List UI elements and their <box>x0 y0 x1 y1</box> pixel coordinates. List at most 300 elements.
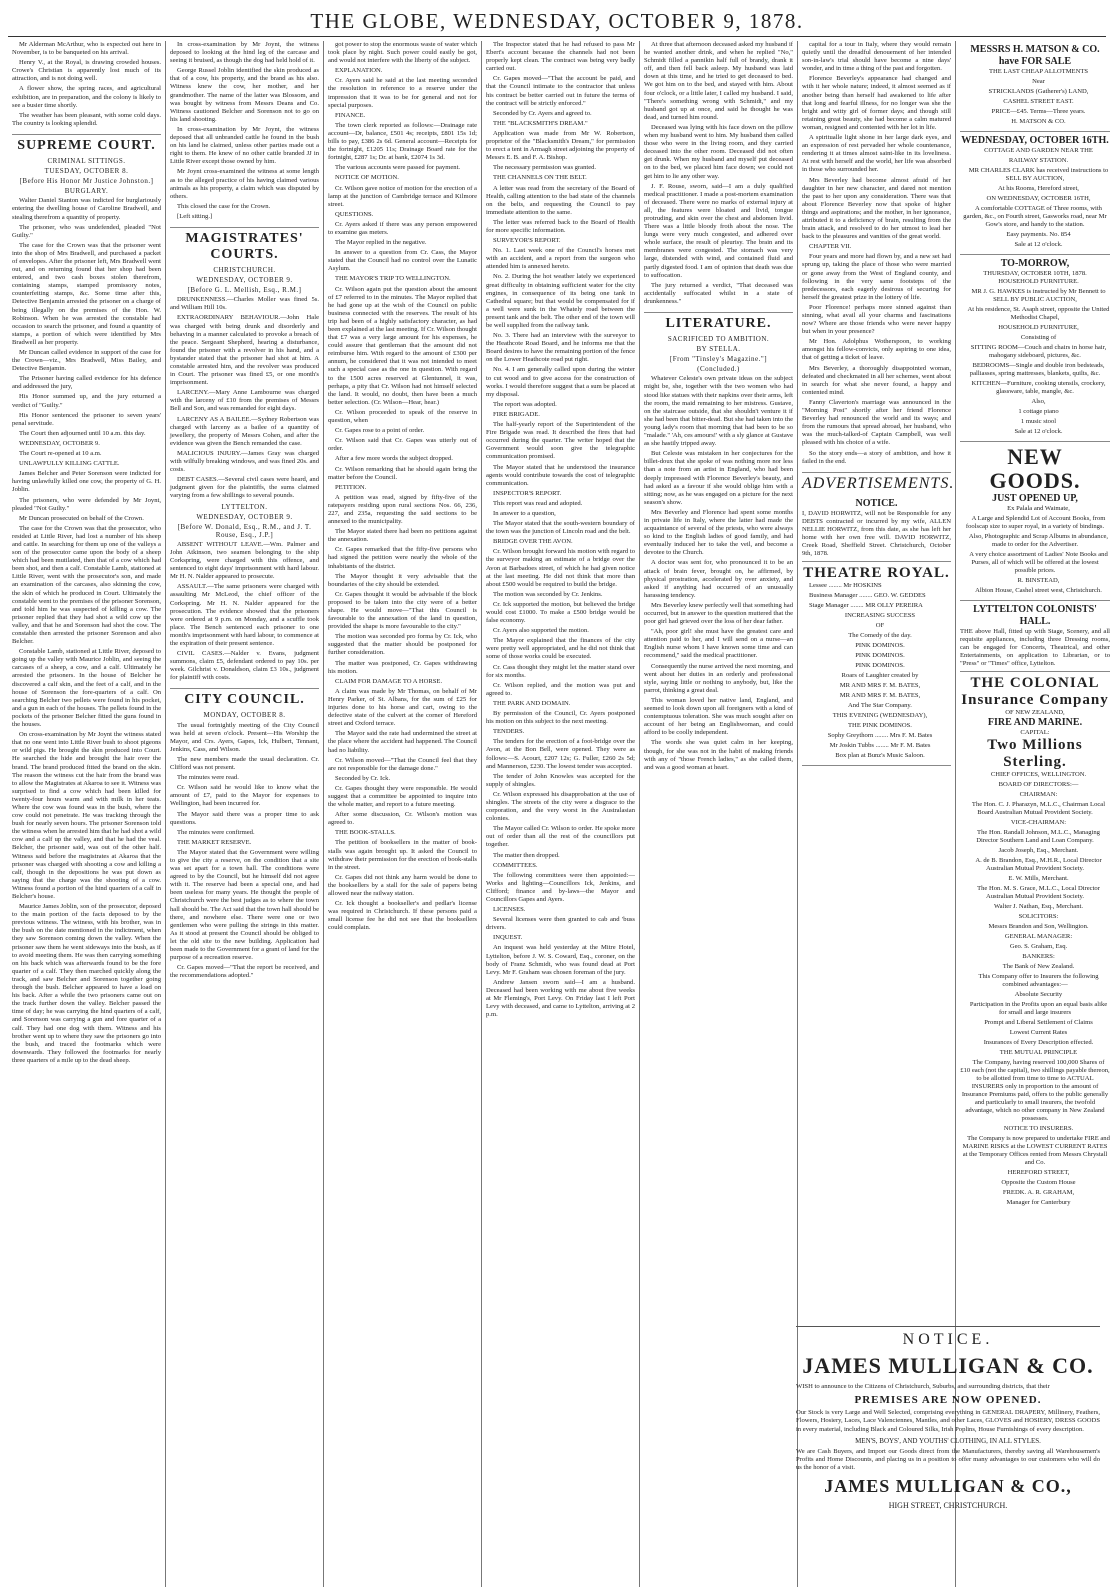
paragraph: Cr. Wilson moved—"That the Council feel that they are not responsible for the damage done." <box>328 756 477 772</box>
paragraph: George Russel Joblin identified the skin produced as that of a cow, his property, and the brand as his also. Witness knew the cow, her mother, and her grandmother. The name of the latter was Blossom, and was bought by witness from Messrs Deans and Co. Witness cautioned Belcher and Sorenson not to go on his land shooting. <box>170 67 319 123</box>
paragraph: THE MUTUAL PRINCIPLE <box>999 1049 1078 1056</box>
paragraph: The necessary permission was granted. <box>493 164 597 172</box>
clothing-line: MEN'S, BOYS', AND YOUTHS' CLOTHING, IN ALL STYLES. <box>855 1436 1041 1445</box>
column-5 <box>640 41 798 1587</box>
colonists-hall-ad <box>960 601 1110 672</box>
magistrate-sub: [Before W. Donald, Esq., R.M., and J. T. Rouse, Esq., J.P.] <box>177 522 312 539</box>
paragraph: MR CHARLES CLARK has received instructions to SELL BY AUCTION, <box>968 167 1109 182</box>
paragraph: MR AND MRS F. M. BATES, <box>839 691 921 699</box>
paragraph: His Honor summed up, and the jury returned a verdict of "Guilty." <box>12 393 161 409</box>
paragraph: Cr. Wilson brought forward his motion with regard to the surveyor making an estimate of a bridge over the Avon at Barbadoes street, of which he had given notice at the last meeting. He did not think that more than about £500 would be required to build the bridge. <box>486 548 635 588</box>
trial-continued <box>170 41 319 221</box>
paragraph: The usual fortnightly meeting of the City Council was held at seven o'clock. Present—His Worship the Mayor, and Crs. Ayers, Gapes, Ick, Hulbert, Tennant, Jenkins, Cass, and Wilson. <box>170 721 319 753</box>
paragraph: A doctor was sent for, who pronounced it to be an attack of brain fever, brought on, he affirmed, by physical prostration, accelerated by over anxiety, and asked if anything had occurred of an unusually harassing tendency. <box>644 559 793 599</box>
paragraph: The case for the Crown was that the prosecutor, who resided at Little River, had lost a number of his sheep and cattle. In searching for them up one of the valleys a son of the prosecutor came upon the body of a sheep which had been mutilated, then that of a cow which had been shot, and then a calf. Constable Lamb, stationed at Little River, went with the prosecutor's son, and made an examination of the carcases, also skinning the cow, the skin of which he produced in Court. Ultimately the constable went to the premises of the prisoner Sorenson, and told him he was suspected of killing a cow. The prisoner replied that they had shot a wild cow up the valley, and that he and Sorenson had shot the cow. The constable then arrested the prisoner Sorenson and also Belcher. <box>12 524 161 646</box>
paragraph: Cr. Ayers said he said at the last meeting seconded the resolution in reference to a reserve under the impression that it was to be for general and not for special purposes. <box>328 77 477 109</box>
paragraph: The report was adopted. <box>493 400 557 408</box>
paragraph: NOTICE OF MOTION. <box>335 174 399 182</box>
paragraph: Florence Beverley's appearance had changed and with it her whole nature; indeed, it almost seemed as if another being than herself had awakened to life after that long and fearful illness, for no longer was she the bright and witty girl of former days; and though still retaining great beauty, she had become a calm matured woman, resigned and contented with her lot in life. <box>802 75 951 131</box>
paragraph: An inquest was held yesterday at the Mitre Hotel, Lyttelton, before J. W. S. Coward, Esq., coroner, on the body of Franz Schmidt, who was found dead at Port Levy. Mr F. Graham was chosen foreman of the jury. <box>486 944 635 976</box>
paragraph: STRICKLANDS (Gatherer's) LAND, <box>988 88 1089 95</box>
paragraph: COTTAGE AND GARDEN NEAR THE <box>984 147 1093 154</box>
colonial-insurance-ad <box>960 672 1110 1212</box>
paragraph: The town clerk reported as follows:—Drainage rate account—Dr, balance, £501 4s; receipts, £801 15s 1d; bills to pay, £386 2s 6d. General account—Receipts for the fortnight, £1205 11s; Drainage Board rate for the fortnight, £287 1s; Dr. at bank, £2074 1s 3d. <box>328 121 477 162</box>
burglary-sub: BURGLARY. <box>64 187 109 196</box>
paragraph: The minutes were read. <box>177 774 239 782</box>
paragraph: The Mayor stated that the south-western boundary of the town was the junction of Lincoln road and the belt. <box>486 520 635 536</box>
supreme-court-report <box>12 197 161 1065</box>
paragraph: This Company offer to Insurers the following combined advantages:— <box>978 973 1099 988</box>
paragraph: The Hon. C. J. Pharazyn, M.L.C., Chairman Local Board Australian Mutual Provident Society. <box>971 801 1106 816</box>
paragraph: ON WEDNESDAY, OCTOBER 16TH, <box>986 195 1091 202</box>
paragraph: The weather has been pleasant, with some cold days. The country is looking splendid. <box>12 111 161 127</box>
paragraph: The Mayor explained that the finances of the city were pretty well appropriated, and he did not think that some of those works could be executed. <box>486 637 635 661</box>
paragraph: Albion House, Cashel street west, Christchurch. <box>975 587 1102 594</box>
paragraph: In answer to a question, <box>493 509 556 517</box>
paragraph: SURVEYOR'S REPORT. <box>493 237 561 245</box>
paragraph: Sale at 12 o'clock. <box>1014 428 1063 435</box>
paragraph: Absolute Security <box>1014 991 1063 998</box>
masthead <box>8 6 1106 37</box>
lyttelton-sub: LYTTELTON. <box>221 502 268 511</box>
paragraph: Roars of Laughter created by <box>841 671 919 679</box>
supreme-court-heading: SUPREME COURT. <box>12 134 161 154</box>
paragraph: J. F. Rouse, sworn, said—I am a duly qualified medical practitioner. I made a post-mortem examination of deceased. There were no marks of external injury at all, the features were bloated and livid, tongue protruding, and skin over the chest and abdomen livid. There was a little bloody froth about the nose. The lungs were very much congested, and adhered over whole surface, the result of pleurisy. The brain and its membranes were congested. The stomach was very large, distended with wind, and contained fluid and partly digested food. I am of opinion that death was due to suffocation. <box>644 182 793 279</box>
intro-text: WISH to announce to the Citizens of Christchurch, Suburbs, and surrounding districts, that their <box>796 1383 1050 1390</box>
paragraph: "Ah, poor girl! she must have the greatest care and attention paid to her, and I will send on a nurse—an English nurse whom I have known some time and can recommend," said the medical practitioner. <box>644 628 793 660</box>
paragraph: On cross-examination by Mr Joynt the witness stated that no one went into Little River bush to shoot pigeons or wild pigs. He brought the skin produced into Court. He searched the hide and brought the hair over the brand. The brand produced fitted the brand on the skin. The reason the witness cut the hair from the brand was to allow the Magistrates at Akaroa to see it. Witness was surprised to find a cow which had been killed for twenty-four hours warm and with milk in her teats. Where the cow was found was in the bush, where the cow could not penetrate. He was tracking through the bush for nearly seven hours. The prisoner Sorenson told the witness when he arrested him that he had shot a wild cow and a calf up the valley, and that he had the veal. Belcher, the prisoner said, was out of the other half. Witness said before the magistrates at Akaroa that the prisoner was charged with shooting a cow and killing a calf, though in the depositions he was put down as saying that the charge was the shooting of a cow. Witness found a portion of the hind quarters of a calf in Belcher's house. <box>12 731 161 900</box>
paragraph: Cr. Ayers also supported the motion. <box>493 627 589 635</box>
paragraph: ABSENT WITHOUT LEAVE.—Wm. Palmer and John Atkinson, two seamen belonging to the ship Corkspring, were charged with this offence, and sentenced to eight days' imprisonment with hard labour. Mr H. N. Nalder appeared to prosecute. <box>170 540 319 581</box>
paragraph: The letter was referred back to the Board of Health for more specific information. <box>486 218 635 234</box>
paragraph: Four years and more had flown by, and a new set had sprung up, taking the place of those who were married or gone away from the West of England county, and following in the very same footsteps of the predecessors, each eagerly desirous of securing for herself the greatest prize in the lottery of life. <box>802 253 951 301</box>
paragraph: CHAPTER VII. <box>809 243 852 251</box>
paragraph: His Honor sentenced the prisoner to seven years' penal servitude. <box>12 411 161 427</box>
ad-lines <box>960 68 1110 126</box>
paragraph: THE MAYOR'S TRIP TO WELLINGTON. <box>335 275 451 283</box>
paragraph: Cr. Gapes did not think any harm would be done to the booksellers by a stall for the sale of papers being allowed near the railway station. <box>328 873 477 897</box>
paragraph: The matter then dropped. <box>493 851 560 859</box>
paragraph: By permission of the Council, Cr. Ayers postponed his motion on this subject to the next meeting. <box>486 710 635 726</box>
paragraph: The following committees were then appointed:—Works and lighting—Councillors Ick, Jenkins, and Clifford; finance and by-laws—the Mayor and Councillors Gapes and Ayers. <box>486 871 635 903</box>
paragraph: COMMITTEES. <box>493 861 538 869</box>
masthead-title: THE GLOBE, WEDNESDAY, OCTOBER 9, 1878. <box>310 8 804 33</box>
paragraph: VICE-CHAIRMAN: <box>1010 819 1067 826</box>
paragraph: This woman loved her native land, England, and seemed to look down upon all foreigners with a kind of contemptuous toleration. She was much sought after on account of her being an Englishwoman, and could afford to be coolly independent. <box>644 696 793 737</box>
paragraph: PETITION. <box>335 483 367 491</box>
lyttelton-report <box>170 541 319 683</box>
paragraph: 1 music stool <box>1020 418 1057 425</box>
paragraph: UNLAWFULLY KILLING CATTLE. <box>19 460 120 468</box>
paragraph: KITCHEN—Furniture, cooking utensils, crockery, glassware, table, mangle, &c. <box>971 380 1106 395</box>
paragraph: Mr Joskin Tubbs ........ Mr F. M. Bates <box>829 741 931 749</box>
paragraph: Walter Daniel Stanton was indicted for burglariously entering the dwelling house of Caroline Bradwell, and stealing therefrom a quantity of property. <box>12 197 161 221</box>
paragraph: THE MARKET RESERVE. <box>177 838 252 846</box>
paragraph: Deceased was lying with his face down on the pillow when my husband went to him. My husband then called those who were in the living room, and they carried deceased into the other room. Deceased did not often get drunk. When my husband and myself put deceased on to the bed, we placed him face down; we could not get him to lie any other way. <box>644 123 793 180</box>
paragraph: ASSAULT.—The same prisoners were charged with assaulting Mr McLeod, the chief officer of the Corkspring. Mr H. N. Nalder appeared for the prosecution. The evidence showed that the prisoners were ordered at 9 p.m. on Monday, and a scuffle took place. The Bench sentenced each prisoner to one month's imprisonment with hard labour, to commence at the expiration of their present sentence. <box>170 583 319 647</box>
paragraph: The Hon. M. S. Grace, M.L.C., Local Director Australian Mutual Provident Society. <box>977 885 1100 900</box>
paragraph: HEREFORD STREET, <box>1007 1169 1070 1176</box>
paragraph: This closed the case for the Crown. <box>177 202 271 210</box>
clark-ad <box>960 132 1110 255</box>
paragraph: BRIDGE OVER THE AVON. <box>493 538 573 546</box>
paragraph: MR AND MRS F. M. BATES, <box>839 681 921 689</box>
paragraph: THE "BLACKSMITH'S DREAM." <box>493 119 588 127</box>
paragraph: Application was made from Mr W. Robertson, proprietor of the "Blacksmith's Dream," for permission to erect a tent in Armagh street adjoining the property of Messrs E. B. and F. A. Bishop. <box>486 129 635 162</box>
paragraph: A Large and Splendid Lot of Account Books, from foolscap size to super royal, in a variety of bindings. <box>965 515 1106 530</box>
paragraph: CHAIRMAN: <box>1019 791 1058 798</box>
paragraph: Henry V., at the Royal, is drawing crowded houses. Crowe's Christian is apparently lost much of its attraction, and is not doing well. <box>12 59 161 83</box>
story-author: BY STELLA. <box>696 345 741 354</box>
ad-lines <box>960 771 1110 1207</box>
paragraph: Opposite the Custom House <box>1001 1179 1076 1186</box>
paragraph: Also, <box>1031 398 1046 405</box>
council-and-inquest <box>486 41 635 1019</box>
paragraph: Cr. Cass thought they might let the matter stand over for six months. <box>486 663 635 679</box>
paragraph: The Mayor stated there had been no petitions against the annexation. <box>328 528 477 544</box>
paragraph: PINK DOMINOS. <box>855 661 905 669</box>
story-title: SACRIFICED TO AMBITION. <box>667 335 770 343</box>
paragraph: Cr. Wilson again put the question about the amount of £7 referred to in the minutes. The Mayor replied that he had gone up at the wish of the Council on public business connected with the reserves. The result of his trip had been of a highly satisfactory character, as had been explained at the last meeting. If Cr. Wilson thought that £7 was a very large amount for his expenses, he could assure that gentleman that the amount did not reimburse him. With regard to the amount of £300 per annum, he considered that it was not intended to meet such a special case as the one in question. With regard to the 1500 acres reserved at Glentunnel, it was, perhaps, a pity that Cr. Wilson had not himself selected the land. It would, no doubt, then have been a much better selection. (Cr. Wilson—Hear, hear.) <box>328 285 477 406</box>
paragraph: Cr. Ick thought a bookseller's and pedlar's license was required in Christchurch. If these persons paid a small license fee he did not see that the booksellers could complain. <box>328 900 477 932</box>
paragraph: THE PARK AND DOMAIN. <box>493 699 571 707</box>
mulligan-ad <box>790 1322 1106 1510</box>
christchurch-report <box>170 296 319 500</box>
paragraph: The prisoners, who were defended by Mr Joynt, pleaded "Not Guilty." <box>12 496 161 512</box>
paragraph: James Belcher and Peter Sorenson were indicted for having unlawfully killed one cow, the property of G. H. Joblin. <box>12 470 161 494</box>
paragraph: INQUEST. <box>493 934 523 942</box>
paragraph: In cross-examination by Mr Joynt, the witness deposed to looking at the hind leg of the carcase and seeing it bruised, as though the dog had held hold of it. <box>170 41 319 65</box>
paragraph: Mrs Beverley and Florence had spent some months in private life in Italy, where the latter had made the acquaintance of several of the priests, who were always so kind to the English ladies of good family, and had eventually induced her to take the veil, and become a devotee to the Church. <box>644 508 793 557</box>
paragraph: The new members made the usual declaration. Cr. Clifford was not present. <box>170 755 319 772</box>
paragraph: H. MATSON & CO. <box>1011 118 1066 125</box>
paragraph: The Comedy of the day. <box>848 631 912 639</box>
paragraph: Mr Joynt cross-examined the witness at some length as to the alleged practice of his having claimed various animals as his property, a claim which was disputed by others. <box>170 168 319 200</box>
judge-sub: [Before His Honor Mr Justice Johnston.] <box>19 177 154 186</box>
paragraph: FIRE BRIGADE. <box>493 410 540 418</box>
theatre-staff <box>802 582 951 610</box>
paragraph: The Company is now prepared to undertake FIRE and MARINE RISKS at the LOWEST CURRENT RATES at the Temporary Offices rented from Messrs Chrystall and Co. <box>962 1135 1110 1166</box>
paragraph: THE PINK DOMINOS. <box>848 721 912 729</box>
paragraph: Cr. Wilson replied, and the motion was put and agreed to. <box>486 681 635 697</box>
paragraph: Insurances of Every Description effected. <box>983 1039 1094 1046</box>
ad-date: WEDNESDAY, OCTOBER 16TH. <box>961 135 1109 146</box>
paragraph: So the story ends—a story of ambition, and how it failed in the end. <box>802 449 951 465</box>
paragraph: Sophy Greythorn ........ Mrs F. M. Bates <box>827 731 933 739</box>
theatre-ad <box>802 562 951 766</box>
paragraph: Mrs Beverley knew perfectly well that something had occurred, but in answer to the question muttered that the poor girl had grieved over the loss of her dear father. <box>644 601 793 626</box>
paragraph: Mrs Beverley, a thoroughly disappointed woman, defeated and checkmated in all her schemes, went about in search for what she never found, a happy and contented mind. <box>802 364 951 396</box>
notice-head: NOTICE. <box>902 1331 994 1348</box>
paragraph: BOARD OF DIRECTORS:— <box>998 781 1079 788</box>
paragraph: Geo. S. Graham, Esq. <box>1009 943 1068 950</box>
paragraph: At three that afternoon deceased asked my husband if he wanted another drink, and when he replied "No," Schmidt filled a pannikin half full of brandy, drank it off, and then fell back asleep. My husband was laid down at this time, and he tried to get deceased to bed. We got him on to the bed, and stayed with him. About four o'clock, or a little later, I called my husband. I said, "There's something wrong with Schmidt," and my husband got up at once, and said he thought he was dead, and turned him round. <box>644 41 793 121</box>
magistrate-sub: [Before G. L. Mellish, Esq., R.M.] <box>187 286 302 295</box>
paragraph: HOUSEHOLD FURNITURE, <box>998 324 1079 331</box>
ad-title: THE COLONIAL <box>970 675 1100 691</box>
paragraph: After a few more words the subject dropped. <box>335 455 453 463</box>
paragraph: Easy payments. No. 854 <box>1006 231 1071 238</box>
paragraph: Cr. Gapes remarked that the fifty-five persons who had signed the petition were nearly the whole of the inhabitants of the district. <box>328 546 477 570</box>
paragraph: Seconded by Cr. Ayers and agreed to. <box>493 109 592 117</box>
paragraph: The motion was seconded by Cr. Jenkins. <box>493 590 603 598</box>
paragraph: Cr. Wilson remarking that he should again bring the matter before the Council. <box>328 465 477 481</box>
paragraph: Mr Hon. Adolphus Wotherspoon, to working amongst his fellow-convicts, only aspiring to one idea, that of getting a ticket of leave. <box>802 338 951 362</box>
paragraph: FREDK. A. R. GRAHAM, <box>1002 1189 1075 1196</box>
intro-notes <box>12 41 161 128</box>
paragraph: No. 1. Last week one of the Council's horses met with an accident, and a report from the surgeon who attended him is annexed hereto. <box>486 247 635 271</box>
paragraph: RAILWAY STATION. <box>1008 157 1069 164</box>
paragraph: Cr. Gapes moved—"That the report be received, and the recommendations adopted." <box>170 964 319 980</box>
closing-text: We are Cash Buyers, and Import our Goods direct from the Manufacturers, thereby saving all Warehousemen's Profits and Home Discounts, and placing us in a position to offer many advantages to our customers who will do us the honor of a visit. <box>796 1447 1100 1472</box>
paragraph: MR J. G. HAWKES is instructed by Mr Bennett to SELL BY PUBLIC AUCTION, <box>971 288 1106 303</box>
paragraph: At his Rooms, Hereford street, <box>998 185 1079 192</box>
paragraph: The minutes were confirmed. <box>177 828 255 836</box>
divider <box>796 1326 1100 1327</box>
inquest-continued <box>644 41 793 306</box>
paragraph: This report was read and adopted. <box>493 499 583 507</box>
paragraph: The Inspector stated that he had refused to pass Mr Ebert's account because the channels had not been properly kept clean. The contract was being very badly carried out. <box>486 41 635 73</box>
literature-heading: LITERATURE. <box>644 312 793 332</box>
paragraph: Mr Duncan called evidence in support of the case for the Crown—viz., Mrs Bradwell, Miss Bailey, and Detective Benjamin. <box>12 349 161 373</box>
paragraph: Maurice James Joblin, son of the prosecutor, deposed to the main portion of the facts deposed to by the previous witness. The witness, with his brother, was in the bush on the date mentioned in the indictment, when they saw Sorenson coming down the valley. When the prisoner saw them he went sideways into the bush, as if to avoid meeting them. He was then carrying something on his back which was afterwards found to be the fore quarter of a calf. They then marched quickly along the track, and saw Belcher and Sorenson together going through the bush. Belcher appeared to have a load on his back. After a while the two prisoners came out on the track further down the valley. Belcher passed the time of day; he was carrying the hind quarters of a calf, and Sorenson was carrying a gun and fore quarter of a calf. They had one dog with them. Witness and his brother went up to where they saw the prisoners go into the bush, and traced the footmarks which were downwards. They followed the footmarks for nearly three quarters of a mile up to the dead sheep. <box>12 903 161 1064</box>
paragraph: The prisoner, who was undefended, pleaded "Not Guilty." <box>12 223 161 239</box>
paragraph: The Company, having reserved 100,000 Shares of £10 each (not the capital), two shillings payable thereon, to be allotted from time to time to ACTUAL INSURERS only in proportion to the amount of Insurance Premiums paid, offers to the public generally and particularly to small insurers, the twofold advantage, which no other company in New Zealand possesses. <box>960 1059 1110 1122</box>
paragraph: Andrew Jansen sworn said—I am a husband. Deceased had been working with me about five weeks at Mr Fleming's, Port Levy. On Friday last I left Port Levy with deceased, and came to Lyttelton, arriving at 2 p.m. <box>486 978 635 1019</box>
paragraph: The Mayor replied in the negative. <box>335 239 427 247</box>
paragraph: Cr. Gapes moved—"That the account be paid, and that the Council intimate to the contractor that unless his contract be better carried out in future the terms of the contract will be strictly enforced." <box>486 75 635 107</box>
paragraph: E. W. Mills, Merchant. <box>1008 875 1069 882</box>
theatre-program <box>802 612 951 760</box>
paragraph: LICENSES. <box>493 906 526 914</box>
paragraph: The case for the Crown was that the prisoner went into the shop of Mrs Bradwell, and purchased a packet of envelopes. After the prisoner left, Mrs Bradwell went out, and on returning found that her shop had been entered, and two cash boxes stolen therefrom, containing stamps, stamped promissory notes, counterfeiting stamps, &c. Some time after this, Detective Benjamin arrested the prisoner on a charge of being illegally on the premises of the Hon. W. Robinson. When he was arrested the constable had occasion to search the prisoner, and found a quantity of stamps, a portion of which were identified by Mrs Bradwell as her property. <box>12 241 161 346</box>
story-concluded: (Concluded.) <box>697 365 740 374</box>
paragraph: Cr. Wilson said that Cr. Gapes was utterly out of order. <box>328 437 477 453</box>
paragraph: Cr. Wilson said he would like to know what the amount of £7, paid to the Mayor for expenses to Wellington, had been incurred for. <box>170 784 319 808</box>
paragraph: Fanny Claverton's marriage was announced in the "Morning Post" shortly after her friend Florence Beverley had renounced the world and its ways; and from the rumours that spread abroad, her husband, who was the much-talked-of Captain Campbell, was well pleased with his choice of a wife. <box>802 398 951 447</box>
paragraph: At his residence, St. Asaph street, opposite the United Methodist Chapel, <box>967 306 1110 321</box>
paragraph: A spiritualle light shone in her large dark eyes, and an expression of rest pervaded her whole countenance, rendering it at times almost saint-like in its loveliness. At rest with herself and the world, her life was absorbed in those who surrounded her. <box>802 134 951 174</box>
paragraph: MALICIOUS INJURY.—James Gray was charged with wilfully breaking windows, and was fined 20s. and costs. <box>170 449 319 474</box>
paragraph: But Celeste was mistaken in her conjectures for the billet-doux that she spoke of was nothing more nor less than a note from an artist in England, who had been deeply impressed with Florence Beverley's beauty, and had asked as a favour if she would oblige him with a sitting; now, as he was engaged on a picture for the next season's show. <box>644 450 793 506</box>
paragraph: EXTRAORDINARY BEHAVIOUR.—John Hale was charged with being drunk and disorderly and behaving in a manner calculated to provoke a breach of the peace. Sergeant Shepherd, hearing a disturbance, found the prisoner with a revolver in his hand, and a bystander stated that the prisoner had shot at him. A constable arrested him, and the revolver was produced in Court. The prisoner was fined £5, or one month's imprisonment. <box>170 314 319 387</box>
ad-title: LYTTELTON COLONISTS' HALL. <box>973 604 1097 627</box>
paragraph: A comfortable COTTAGE of Three rooms, with garden, &c., on Fourth street, Gasworks road, near Mr Gow's store, and handy to the station. <box>963 205 1107 228</box>
address: HIGH STREET, CHRISTCHURCH. <box>888 1501 1008 1511</box>
paragraph: LARCENY.—Mary Anne Lambourne was charged with the larceny of £10 from the premises of Messrs Bell and Son, and was remanded for eight days. <box>170 389 319 413</box>
paragraph: THIS EVENING (WEDNESDAY), <box>832 711 928 719</box>
paragraph: Cr. Wilson expressed his disapprobation at the use of shingles. The streets of the city were a disgrace to the corporation, and the very worst in the Australasian colonies. <box>486 790 635 823</box>
paragraph: Jacob Joseph, Esq., Merchant. <box>998 847 1079 854</box>
ad-lines <box>960 278 1110 436</box>
paragraph: The Mayor said there was a proper time to ask questions. <box>170 810 319 826</box>
paragraph: The Bank of New Zealand. <box>1002 963 1075 970</box>
paragraph: PRICE—£45. Terms—Three years. <box>991 108 1086 115</box>
paragraph: Whatever Celeste's own private ideas on the subject might be, she, together with the two women who had stood like statues with their napkins over their arms, left the room, the maid remaining to her mistress. Gustave, on the staircase outside, that she shouldn't venture it if she had been that bitter-dead. But she had taken into the young lady's room that morning that had been to be so "malade." 'Ah, ces amours!' with a sly glance at Gustave as she hastily tripped away. <box>644 375 793 448</box>
paragraph: THE CHANNELS ON THE BELT. <box>493 174 587 182</box>
paragraph: The Prisoner having called evidence for his defence and addressed the jury, <box>12 375 161 391</box>
date-sub: MONDAY, OCTOBER 8. <box>203 711 286 720</box>
paragraph: The words she was quiet calm in her keeping, though, for she was not in the habit of making friends with any of "those French ladies," as she called them, and was a good woman at heart. <box>644 739 793 771</box>
paragraph: The jury returned a verdict, "That deceased was accidentally suffocated whilst in a state of drunkenness." <box>644 281 793 305</box>
date-sub: TUESDAY, OCTOBER 8. <box>44 167 129 176</box>
theatre-title: THEATRE ROYAL. <box>803 564 950 581</box>
paragraph: DRUNKENNESS.—Charles Moller was fined 5s. and William Hill 10s. <box>170 296 319 312</box>
paragraph: A. de B. Brandon, Esq., M.H.R., Local Director Australian Mutual Provident Society. <box>975 857 1102 872</box>
paragraph: A claim was made by Mr Thomas, on behalf of Mr Henry Parker, of St. Albans, for the sum of £25 for injuries done to his horse and cart, owing to the defective state of the culvert at the corner of Hereford street and Oxford terrace. <box>328 687 477 728</box>
ad-sub-2: FIRE AND MARINE. <box>987 717 1083 728</box>
paragraph: INSPECTOR'S REPORT. <box>493 489 562 497</box>
paragraph: No. 4. I am generally called upon during the winter to cut wood and to give access for the construction of works. I would therefore suggest that a sum be placed at my disposal. <box>486 366 635 398</box>
paragraph: Mrs Beverley had become almost afraid of her daughter in her new character, and dared not mention the past to her upon any consideration. There was that about Florence Beverley now that spoke of higher things and aspirations; and the mother, in her ignorance, attributed it to a deficiency of brain, resulting from the brain attack, and resolved to do her utmost to lead her back to the pleasures and vanities of the great world. <box>802 176 951 241</box>
paragraph: The Hon. Randall Johnson, M.L.C., Managing Director Southern Land and Loan Company. <box>976 829 1100 844</box>
paragraph: Lowest Current Rates <box>1009 1029 1068 1036</box>
paragraph: In cross-examination by Mr Joynt, the witness deposed that all unbranded cattle he found in the bush on his land he claimed, unless other parties made out a right to them. He knew of no other cattle branded JJ in Little River except those owned by him. <box>170 125 319 166</box>
paragraph: The Mayor thought it very advisable that the boundaries of the city should be extended. <box>328 572 477 588</box>
matson-ad <box>960 41 1110 132</box>
paragraph: Cr. Gapes thought it would be advisable if the block proposed to be taken into the city were of a better shape. He would move—"That this Council is favourable to the annexation of the land in question, provided the shape is more favourable to the city." <box>328 590 477 631</box>
paragraph: WEDNESDAY, OCTOBER 9. <box>19 439 100 447</box>
paragraph: The Mayor stated that the Government were willing to give the city a reserve, on the condition that a site was set apart for a town hall. The conditions were agreed to by the Council, but he himself did not agree with it. The reserve had been a special one, and had been useless for many years. He thought the people of Christchurch were the best judges as to where the town hall should be. The Act said that the town hall should be there, and nowhere else. There were one or two gentlemen who were pulling the strings in this matter. As it stood at present the Council should be obliged to let the old site to the new building. Application had been made to the Government for a grant of land for the purpose of a recreation reserve. <box>170 848 319 962</box>
paragraph: Near <box>1032 78 1045 85</box>
paragraph: Sale at 12 o'clock. <box>1014 241 1063 248</box>
city-council-heading: CITY COUNCIL. <box>170 688 319 708</box>
paragraph: Lessee ........ Mr HOSKINS <box>809 581 882 589</box>
paragraph: PINK DOMINOS. <box>855 641 905 649</box>
paragraph: SITTING ROOM—Couch and chairs in horse hair, mahogany sideboard, pictures, &c. <box>970 344 1107 359</box>
paragraph: Poor Florence! perhaps more sinned against than sinning, what avail all your charms and fascinations now? Where are those friends who were never happy but when in your presence? <box>802 303 951 336</box>
paragraph: The motion was seconded pro forma by Cr. Ick, who suggested that the matter should be postponed for further consideration. <box>328 633 477 657</box>
ad-amount: Two Millions Sterling. <box>987 737 1083 770</box>
paragraph: Cr. Ick supported the motion, but believed the bridge would cost £1000. To make a £500 bridge would be false economy. <box>486 600 635 625</box>
paragraph: Mr Alderman McArthur, who is expected out here in November, is to be banqueted on his arrival. <box>12 41 161 57</box>
paragraph: The tender of John Knowles was accepted for the supply of shingles. <box>486 772 635 788</box>
ad-text: THE above Hall, fitted up with Stage, Scenery, and all requisite appliances, including three Dressing rooms, can be engaged for Concerts, Theatrical, and other Entertainments, on application to Librarian, or to "Press" or "Times" office, Lyttelton. <box>960 628 1110 667</box>
ad-sub: OF NEW ZEALAND, <box>1005 709 1065 716</box>
paragraph: CIVIL CASES.—Nalder v. Evans, judgment summons, claim £5, defendant ordered to pay 10s. per week. Gilchrist v. Donaldson, claim £3 10s., judgment for plaintiff with costs. <box>170 650 319 682</box>
ad-lines <box>960 505 1110 595</box>
paragraph: The matter was postponed, Cr. Gapes withdrawing his motion. <box>328 659 477 675</box>
paragraph: Participation in the Profits upon an equal basis alike for small and large insurers <box>969 1001 1108 1016</box>
paragraph: Box plan at Bunz's Music Saloon. <box>835 751 925 759</box>
paragraph: Also, Photographic and Scrap Albums in abundance, made to order for the Advertiser. <box>968 533 1109 548</box>
paragraph: Consequently the nurse arrived the next morning, and went about her duties in an orderly and professional style, saying little or nothing to anybody, but, like the parrot, thinking a great deal. <box>644 662 793 694</box>
paragraph: Manager for Canterbury <box>1006 1199 1071 1206</box>
paragraph: FINANCE. <box>335 111 366 119</box>
ad-lines <box>960 147 1110 249</box>
paragraph: capital for a tour in Italy, where they would remain quietly until the dreadful denouement of her intended son-in-law's trial should have become a nine days' wonder, and in time a thing of the past and forgotten. <box>802 41 951 73</box>
firm-name: JAMES MULLIGAN & CO. <box>802 1353 1094 1378</box>
paragraph: Walter J. Nathan, Esq., Merchant. <box>993 903 1083 910</box>
paragraph: EXPLANATION. <box>335 67 383 75</box>
paragraph: The half-yearly report of the Superintendent of the Fire Brigade was read. It described the fires that had occurred during the quarter. The writer hoped that the Government would soon give the telegraphic communication promised. <box>486 421 635 461</box>
paragraph: Several licenses were then granted to cab and 'buss drivers. <box>486 916 635 932</box>
paragraph: And The Star Company. <box>848 701 912 709</box>
paragraph: LARCENY AS A BAILEE.—Sydney Robertson was charged with larceny as a bailee of a quantity of jewellery, the property of Messrs Cohen, and after the evidence was given the Bench remanded the case. <box>170 415 319 447</box>
paragraph: THE LAST CHEAP ALLOTMENTS <box>988 68 1089 75</box>
ad-title: NEW GOODS. <box>989 444 1081 493</box>
paragraph: INCREASING SUCCESS <box>844 611 916 619</box>
advertisements-heading: ADVERTISEMENTS. <box>802 472 951 492</box>
notice-head: NOTICE. <box>855 497 898 509</box>
paragraph: The tenders for the erection of a foot-bridge over the Avon, at the Bon Bell, were opened. They were as follows:—S. Acourt, £207 12s; G. Fuller, £260 2s 5d; and Mannerson, £230. The lowest tender was accepted. <box>486 738 635 770</box>
paragraph: CASHEL STREET EAST. <box>1003 98 1074 105</box>
paragraph: In answer to a question from Cr. Cass, the Mayor stated that the Council had no control over the Lunatic Asylum. <box>328 249 477 273</box>
ad-date: THURSDAY, OCTOBER 10TH, 1878. <box>983 270 1087 277</box>
paragraph: DEBT CASES.—Several civil cases were heard, and judgment given for the plaintiffs, the sums claimed varying from a few shillings to several pounds. <box>170 476 319 500</box>
paragraph: Cr. Wilson proceeded to speak of the reserve in question, when <box>328 408 477 425</box>
paragraph: The Mayor called Cr. Wilson to order. He spoke more out of order than all the rest of the councillors put together. <box>486 825 635 849</box>
ad-title: TO-MORROW, <box>1000 258 1070 269</box>
horwitz-notice <box>802 495 951 562</box>
criminal-sittings-sub: CRIMINAL SITTINGS. <box>47 156 126 165</box>
hawkes-ad <box>960 255 1110 442</box>
opened-line: PREMISES ARE NOW OPENED. <box>854 1394 1042 1407</box>
paragraph: PINK DOMINOS. <box>855 651 905 659</box>
paragraph: 1 cottage piano <box>1018 408 1059 415</box>
paragraph: Consisting of <box>1020 334 1057 341</box>
ad-sub: JUST OPENED UP, <box>992 493 1078 504</box>
paragraph: SOLICITORS: <box>1018 913 1059 920</box>
paragraph: CLAIM FOR DAMAGE TO A HORSE. <box>335 677 443 685</box>
paragraph: BANKERS: <box>1022 953 1055 960</box>
paragraph: Cr. Ayers asked if there was any person empowered to examine gas meters. <box>328 220 477 236</box>
paragraph: Prompt and Liberal Settlement of Claims <box>984 1019 1093 1026</box>
paragraph: A very choice assortment of Ladies' Note Books and Purses, all of which will be offered at the lowest possible prices. <box>969 551 1108 574</box>
paragraph: Business Manager ........ GEO. W. GEDDES <box>809 591 926 599</box>
paragraph: Mr Duncan prosecuted on behalf of the Crown. <box>19 514 144 522</box>
paragraph: NOTICE TO INSURERS. <box>1003 1125 1074 1132</box>
new-goods-ad <box>960 442 1110 601</box>
paragraph: The Court then adjourned until 10 a.m. this day. <box>19 429 146 437</box>
paragraph: Cr. Wilson gave notice of motion for the erection of a lamp at the junction of Cambridge terrace and Kilmore street. <box>328 184 477 208</box>
firm-name-2: JAMES MULLIGAN & CO., <box>824 1476 1072 1497</box>
paragraph: Messrs Brandon and Son, Wellington. <box>988 923 1089 930</box>
magistrates-courts-heading: MAGISTRATES' COURTS. <box>170 227 319 263</box>
paragraph: Cr. Gapes thought they were responsible. He would suggest that a committee be appointed to inquire into the whole matter, and report to a future meeting. <box>328 784 477 809</box>
paragraph: Constable Lamb, stationed at Little River, deposed to going up the valley with Maurice Joblin, and seeing the carcases of a sheep, a cow, and a calf. Ultimately he arrested the prisoners. In the house of Belcher he discovered a calf skin, and the feet of a calf, and in the house of Sorenson the fore-quarters of a calf. On searching Belcher two pellets were found in his pocket, and a gun in each of the houses. The pellets found in the pockets of the prisoner Belcher fitted the guns found in the houses. <box>12 648 161 729</box>
paragraph: CHIEF OFFICES, WELLINGTON. <box>990 771 1087 778</box>
ad-capital: CAPITAL: <box>1020 729 1050 736</box>
paragraph: [Left sitting.] <box>177 212 213 220</box>
paragraph: QUESTIONS. <box>335 210 374 218</box>
paragraph: HOUSEHOLD FURNITURE. <box>998 278 1079 285</box>
city-council-continued <box>328 41 477 932</box>
paragraph: got power to stop the enormous waste of water which took place by night. Such power could easily be got, and would not interfere with the liberty of the subject. <box>328 41 477 65</box>
ad-title-2: Insurance Company <box>961 692 1109 708</box>
column-4 <box>482 41 640 1587</box>
story-text <box>644 375 793 771</box>
column-1 <box>8 41 166 1587</box>
paragraph: No. 2. During the hot weather lately we experienced great difficulty in obtaining sufficient water for the city engines, in consequence of its being one tank in Cathedral square; but that would be compensated for if a well were sunk in the Whately road between the present tank and the belt. The other end of the town will be well supplied from the railway tank. <box>486 273 635 329</box>
date-sub: WEDNESDAY, OCTOBER 9. <box>196 512 293 521</box>
paragraph: The Court re-opened at 10 a.m. <box>19 450 102 458</box>
paragraph: No. 3. There had an interview with the surveyor to the Heathcote Road Board, and he informs me that the Board desires to have the remaining portion of the fence on the Lower Heathcote road put right. <box>486 332 635 364</box>
paragraph: A petition was read, signed by fifty-five of the ratepayers residing upon rural sections Nos. 66, 236, 227, and 235a, requesting the said sections to be annexed to the municipality. <box>328 493 477 526</box>
paragraph: The Mayor said the rate had undermined the street at the place where the accident had happened. The Council had no liability. <box>328 730 477 754</box>
paragraph: OF <box>875 621 885 629</box>
city-council-report <box>170 722 319 981</box>
paragraph: Ex Palala and Waimate, <box>1007 505 1070 512</box>
paragraph: Stage Manager ........ MR OLLY PEREIRA <box>809 601 923 609</box>
paragraph: BEDROOMS—Single and double iron bedsteads, palliasses, spring mattresses, blankets, quilts, &c. <box>969 362 1105 377</box>
paragraph: TENDERS. <box>493 728 525 736</box>
column-3 <box>324 41 482 1587</box>
story-continued <box>802 41 951 466</box>
column-2 <box>166 41 324 1587</box>
paragraph: THE BOOK-STALLS. <box>335 829 396 837</box>
paragraph: The petition of booksellers in the matter of book-stalls was again brought up. It asked the Council to withdraw their permission for the erection of book-stalls in the street. <box>328 839 477 871</box>
